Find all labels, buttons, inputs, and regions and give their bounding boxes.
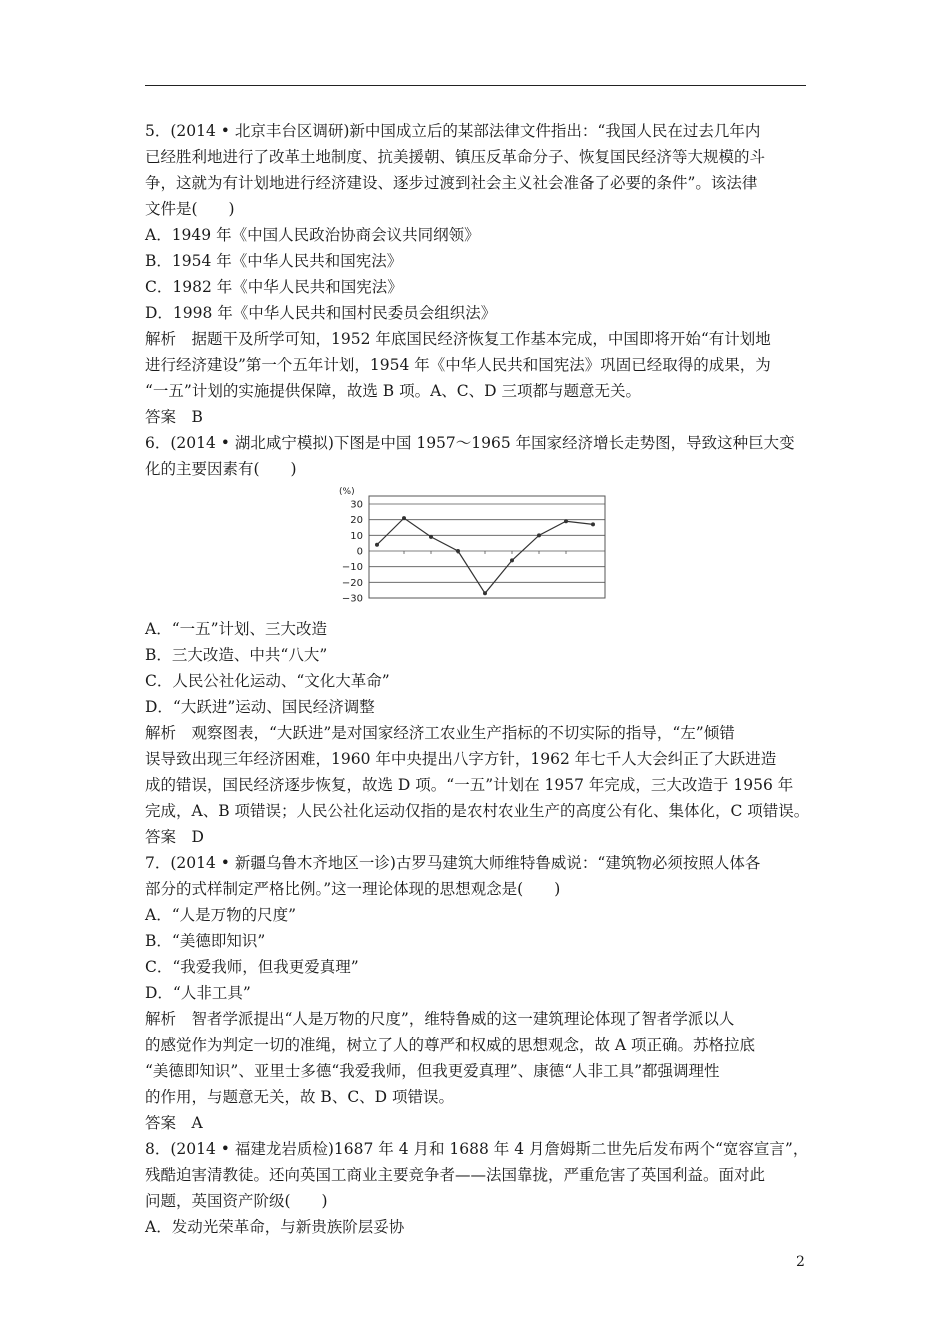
option-c: C．1982 年《中华人民共和国宪法》	[145, 278, 403, 296]
page-number: 2	[796, 1254, 805, 1270]
data-point	[564, 519, 568, 523]
data-point	[591, 522, 595, 526]
option-c: C．“我爱我师，但我更爱真理”	[145, 958, 359, 976]
option-d: D．“人非工具”	[145, 984, 251, 1002]
data-point	[402, 516, 406, 520]
data-point	[483, 591, 487, 595]
option-a: A．“人是万物的尺度”	[145, 906, 297, 924]
question-stem-line: 部分的式样制定严格比例。”这一理论体现的思想观念是( )	[145, 880, 561, 898]
question-7	[145, 850, 813, 1136]
question-stem-line: 8．(2014 • 福建龙岩质检)1687 年 4 月和 1688 年 4 月詹姆斯二世先后发布两个“宽容宣言”，	[145, 1140, 809, 1158]
option-b: B．“美德即知识”	[145, 932, 266, 950]
y-tick-label: 30	[350, 499, 363, 511]
data-point	[429, 535, 433, 539]
y-tick-label: 0	[356, 546, 363, 558]
answer: 答案 A	[145, 1114, 203, 1132]
analysis-line: “一五”计划的实施提供保障，故选 B 项。A、C、D 三项都与题意无关。	[145, 382, 642, 400]
y-tick-label: −30	[341, 593, 363, 605]
option-c: C．人民公社化运动、“文化大革命”	[145, 672, 390, 690]
data-point	[537, 533, 541, 537]
option-a: A．1949 年《中国人民政治协商会议共同纲领》	[145, 226, 480, 244]
y-tick-label: 10	[350, 530, 363, 542]
option-a: A．发动光荣革命，与新贵族阶层妥协	[145, 1218, 405, 1236]
analysis-line: 的感觉作为判定一切的准绳，树立了人的尊严和权威的思想观念，故 A 项正确。苏格拉底	[145, 1036, 756, 1054]
analysis-line: 解析 据题干及所学可知，1952 年底国民经济恢复工作基本完成，中国即将开始“有计划地	[145, 330, 771, 348]
question-stem-line: 文件是( )	[145, 200, 235, 218]
y-unit-label: (%)	[339, 487, 355, 497]
y-tick-label: 20	[350, 515, 363, 527]
page-content	[145, 118, 813, 1240]
analysis-line: 进行经济建设”第一个五年计划，1954 年《中华人民共和国宪法》巩固已经取得的成果，为	[145, 356, 771, 374]
question-stem-line: 化的主要因素有( )	[145, 460, 297, 478]
option-a: A．“一五”计划、三大改造	[145, 620, 328, 638]
question-6	[145, 430, 813, 850]
analysis-line: 成的错误，国民经济逐步恢复，故选 D 项。“一五”计划在 1957 年完成，三大改造于 1956 年	[145, 776, 794, 794]
y-tick-label: −20	[341, 577, 363, 589]
option-d: D．“大跃进”运动、国民经济调整	[145, 698, 375, 716]
data-point	[510, 558, 514, 562]
question-stem-line: 6．(2014 • 湖北咸宁模拟)下图是中国 1957～1965 年国家经济增长走势图，导致这种巨大变	[145, 434, 795, 452]
question-stem-line: 5．(2014 • 北京丰台区调研)新中国成立后的某部法律文件指出：“我国人民在过去几年内	[145, 122, 761, 140]
analysis-line: 的作用，与题意无关，故 B、C、D 项错误。	[145, 1088, 455, 1106]
analysis-line: 解析 智者学派提出“人是万物的尺度”，维特鲁威的这一建筑理论体现了智者学派以人	[145, 1010, 735, 1028]
header-rule	[145, 85, 806, 86]
question-8	[145, 1136, 813, 1240]
option-d: D．1998 年《中华人民共和国村民委员会组织法》	[145, 304, 497, 322]
data-point	[375, 543, 379, 547]
option-b: B．1954 年《中华人民共和国宪法》	[145, 252, 403, 270]
analysis-line: 误导致出现三年经济困难，1960 年中央提出八字方针，1962 年七千人大会纠正了大跃进造	[145, 750, 777, 768]
analysis-line: 解析 观察图表，“大跃进”是对国家经济工农业生产指标的不切实际的指导，“左”倾错	[145, 724, 735, 742]
analysis-line: 完成，A、B 项错误；人民公社化运动仅指的是农村农业生产的高度公有化、集体化，C 项错误。	[145, 802, 810, 820]
question-5	[145, 118, 813, 430]
y-tick-label: −10	[341, 562, 363, 574]
question-stem-line: 问题，英国资产阶级( )	[145, 1192, 328, 1210]
answer: 答案 D	[145, 828, 204, 846]
option-b: B．三大改造、中共“八大”	[145, 646, 328, 664]
question-stem-line: 已经胜利地进行了改革土地制度、抗美援朝、镇压反革命分子、恢复国民经济等大规模的斗	[145, 148, 766, 166]
question-stem-line: 残酷迫害清教徒。还向英国工商业主要竞争者——法国靠拢，严重危害了英国利益。面对此	[145, 1166, 766, 1184]
growth-line-chart	[315, 484, 615, 610]
question-stem-line: 争，这就为有计划地进行经济建设、逐步过渡到社会主义社会准备了必要的条件”。该法律	[145, 174, 758, 192]
analysis-line: “美德即知识”、亚里士多德“我爱我师，但我更爱真理”、康德“人非工具”都强调理性	[145, 1062, 720, 1080]
data-point	[456, 549, 460, 553]
answer: 答案 B	[145, 408, 203, 426]
question-stem-line: 7．(2014 • 新疆乌鲁木齐地区一诊)古罗马建筑大师维特鲁威说：“建筑物必须按照人体各	[145, 854, 761, 872]
chart-container	[145, 484, 813, 610]
